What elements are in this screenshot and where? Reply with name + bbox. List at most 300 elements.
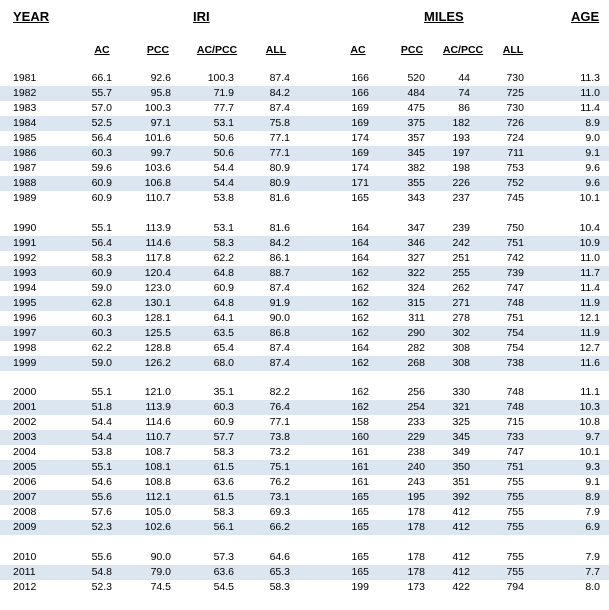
cell-miles-acpcc: 392 — [452, 491, 470, 503]
cell-iri-ac: 54.6 — [91, 476, 112, 488]
cell-miles-acpcc: 239 — [452, 221, 470, 234]
cell-iri-ac: 59.0 — [91, 281, 112, 294]
cell-miles-ac: 161 — [351, 476, 369, 488]
cell-iri-all: 58.3 — [269, 580, 290, 593]
cell-iri-all: 76.2 — [269, 476, 290, 488]
cell-iri-acpcc: 63.5 — [213, 326, 234, 339]
cell-year: 2001 — [13, 401, 37, 413]
cell-iri-acpcc: 57.7 — [213, 431, 234, 443]
cell-iri-acpcc: 65.4 — [213, 341, 234, 354]
cell-iri-all: 84.2 — [269, 87, 290, 99]
cell-age: 11.1 — [580, 386, 600, 398]
cell-iri-pcc: 110.7 — [145, 431, 171, 443]
cell-iri-ac: 57.6 — [91, 506, 112, 518]
cell-miles-ac: 166 — [351, 72, 369, 84]
cell-year: 2003 — [13, 431, 37, 443]
cell-miles-ac: 165 — [351, 491, 369, 503]
cell-miles-acpcc: 74 — [458, 87, 470, 99]
cell-age: 9.6 — [585, 162, 600, 174]
cell-age: 12.7 — [579, 341, 600, 354]
cell-miles-all: 750 — [506, 221, 524, 234]
cell-age: 11.4 — [580, 281, 600, 294]
cell-miles-all: 739 — [506, 266, 524, 279]
cell-miles-ac: 158 — [351, 416, 369, 428]
cell-miles-pcc: 357 — [407, 132, 425, 144]
cell-year: 2009 — [13, 521, 37, 533]
cell-iri-all: 87.4 — [269, 281, 290, 294]
cell-age: 7.9 — [585, 550, 600, 563]
subheader-miles-ac: AC — [350, 44, 366, 56]
cell-iri-pcc: 120.4 — [144, 266, 171, 279]
table-row — [0, 460, 609, 475]
cell-age: 11.9 — [580, 326, 600, 339]
cell-miles-ac: 162 — [351, 386, 369, 398]
cell-iri-pcc: 102.6 — [144, 521, 171, 533]
cell-miles-acpcc: 278 — [452, 311, 470, 324]
cell-miles-acpcc: 325 — [452, 416, 470, 428]
cell-miles-ac: 165 — [351, 521, 369, 533]
table-row — [0, 146, 609, 161]
cell-miles-pcc: 355 — [407, 177, 425, 189]
table-row — [0, 430, 609, 445]
cell-miles-acpcc: 255 — [452, 266, 470, 279]
cell-year: 2008 — [13, 506, 37, 518]
block-spacer — [0, 371, 609, 386]
cell-iri-pcc: 125.5 — [144, 326, 171, 339]
cell-iri-ac: 55.6 — [91, 550, 112, 563]
cell-miles-pcc: 343 — [407, 192, 425, 204]
cell-miles-all: 754 — [506, 341, 524, 354]
cell-iri-acpcc: 58.3 — [213, 446, 234, 458]
cell-iri-ac: 62.2 — [91, 341, 112, 354]
cell-iri-pcc: 128.1 — [144, 311, 171, 324]
cell-iri-pcc: 105.0 — [144, 506, 171, 518]
cell-miles-acpcc: 308 — [452, 341, 470, 354]
cell-iri-ac: 55.1 — [91, 461, 112, 473]
cell-iri-acpcc: 54.4 — [213, 162, 234, 174]
table-row — [0, 341, 609, 356]
cell-iri-acpcc: 62.2 — [213, 251, 234, 264]
cell-iri-acpcc: 53.8 — [213, 192, 234, 204]
cell-iri-all: 69.3 — [269, 506, 290, 518]
cell-age: 9.0 — [585, 132, 600, 144]
cell-miles-acpcc: 262 — [452, 281, 470, 294]
cell-miles-pcc: 315 — [407, 296, 425, 309]
cell-age: 9.1 — [585, 147, 600, 159]
cell-age: 10.8 — [579, 416, 600, 428]
cell-miles-all: 724 — [506, 132, 524, 144]
cell-iri-ac: 53.8 — [91, 446, 112, 458]
cell-iri-all: 91.9 — [269, 296, 290, 309]
cell-miles-acpcc: 44 — [458, 72, 470, 84]
cell-miles-acpcc: 422 — [452, 580, 470, 593]
cell-age: 7.7 — [585, 565, 600, 578]
cell-iri-pcc: 79.0 — [150, 565, 171, 578]
cell-miles-pcc: 322 — [407, 266, 425, 279]
cell-iri-pcc: 128.8 — [144, 341, 171, 354]
cell-age: 9.1 — [585, 476, 600, 488]
cell-miles-ac: 169 — [351, 102, 369, 114]
cell-iri-all: 77.1 — [269, 416, 290, 428]
cell-age: 11.4 — [580, 102, 600, 114]
cell-iri-ac: 60.9 — [91, 177, 112, 189]
cell-miles-ac: 165 — [351, 550, 369, 563]
cell-miles-ac: 161 — [351, 446, 369, 458]
cell-miles-acpcc: 237 — [452, 192, 470, 204]
table-row — [0, 490, 609, 505]
cell-iri-all: 84.2 — [269, 236, 290, 249]
cell-miles-all: 742 — [506, 251, 524, 264]
cell-iri-ac: 60.3 — [91, 311, 112, 324]
cell-miles-ac: 164 — [351, 236, 369, 249]
cell-miles-all: 755 — [506, 521, 524, 533]
cell-iri-acpcc: 71.9 — [213, 87, 234, 99]
cell-iri-all: 90.0 — [269, 311, 290, 324]
header-year: YEAR — [13, 9, 50, 24]
cell-miles-all: 751 — [506, 311, 524, 324]
cell-year: 2000 — [13, 386, 37, 398]
cell-iri-ac: 51.8 — [91, 401, 112, 413]
cell-iri-acpcc: 60.9 — [213, 416, 234, 428]
cell-age: 6.9 — [585, 521, 600, 533]
subheader-iri-pcc: PCC — [146, 44, 170, 56]
cell-iri-pcc: 117.8 — [145, 251, 171, 264]
cell-miles-pcc: 178 — [407, 550, 425, 563]
cell-iri-all: 64.6 — [269, 550, 290, 563]
cell-iri-ac: 60.9 — [91, 192, 112, 204]
cell-iri-all: 77.1 — [269, 147, 290, 159]
cell-iri-ac: 52.5 — [91, 117, 112, 129]
cell-miles-all: 747 — [506, 446, 524, 458]
cell-miles-ac: 162 — [351, 311, 369, 324]
cell-iri-acpcc: 60.9 — [213, 281, 234, 294]
cell-miles-pcc: 268 — [407, 356, 425, 369]
cell-iri-all: 88.7 — [269, 266, 290, 279]
cell-iri-pcc: 123.0 — [144, 281, 171, 294]
cell-year: 1999 — [13, 356, 37, 369]
cell-miles-pcc: 347 — [407, 221, 425, 234]
cell-iri-acpcc: 35.1 — [213, 386, 234, 398]
cell-iri-ac: 66.1 — [91, 72, 112, 84]
cell-iri-all: 65.3 — [269, 565, 290, 578]
cell-miles-pcc: 382 — [407, 162, 425, 174]
cell-miles-ac: 169 — [351, 147, 369, 159]
cell-iri-pcc: 113.9 — [145, 401, 171, 413]
cell-iri-ac: 59.6 — [91, 162, 112, 174]
table-row — [0, 296, 609, 311]
cell-miles-all: 794 — [506, 580, 524, 593]
cell-miles-acpcc: 197 — [452, 147, 470, 159]
cell-iri-all: 86.1 — [269, 251, 290, 264]
cell-age: 8.9 — [585, 491, 600, 503]
cell-iri-all: 81.6 — [269, 192, 290, 204]
subheader-miles-acpcc: AC/PCC — [442, 44, 484, 56]
cell-miles-pcc: 178 — [407, 521, 425, 533]
cell-miles-all: 711 — [507, 147, 524, 159]
cell-age: 9.3 — [585, 461, 600, 473]
table-row — [0, 161, 609, 176]
cell-iri-ac: 60.3 — [91, 147, 112, 159]
cell-miles-pcc: 327 — [407, 251, 425, 264]
cell-iri-ac: 54.4 — [91, 431, 112, 443]
cell-miles-acpcc: 182 — [452, 117, 470, 129]
cell-miles-pcc: 345 — [407, 147, 425, 159]
cell-age: 11.9 — [580, 296, 600, 309]
cell-miles-ac: 199 — [351, 580, 369, 593]
cell-miles-all: 755 — [506, 491, 524, 503]
cell-iri-pcc: 95.8 — [150, 87, 171, 99]
table-row — [0, 116, 609, 131]
cell-miles-all: 747 — [506, 281, 524, 294]
table-row — [0, 251, 609, 266]
subheader-iri-all: ALL — [265, 44, 287, 56]
cell-miles-all: 753 — [506, 162, 524, 174]
cell-iri-all: 80.9 — [269, 162, 290, 174]
cell-iri-pcc: 108.7 — [144, 446, 171, 458]
cell-age: 8.0 — [585, 580, 600, 593]
cell-iri-ac: 58.3 — [91, 251, 112, 264]
cell-iri-acpcc: 100.3 — [207, 72, 234, 84]
cell-miles-pcc: 243 — [407, 476, 425, 488]
header-miles: MILES — [424, 9, 464, 24]
table-row — [0, 356, 609, 371]
cell-year: 1997 — [13, 326, 37, 339]
table-row — [0, 445, 609, 460]
cell-miles-all: 752 — [506, 177, 524, 189]
cell-iri-acpcc: 77.7 — [213, 102, 234, 114]
cell-miles-all: 748 — [506, 386, 524, 398]
cell-iri-acpcc: 64.1 — [213, 311, 234, 324]
cell-miles-acpcc: 226 — [452, 177, 470, 189]
cell-miles-pcc: 346 — [407, 236, 425, 249]
table-row — [0, 191, 609, 206]
table-row — [0, 281, 609, 296]
cell-age: 10.4 — [579, 221, 600, 234]
cell-year: 1986 — [13, 147, 37, 159]
cell-iri-all: 87.4 — [269, 341, 290, 354]
block-spacer — [0, 535, 609, 550]
cell-year: 1993 — [13, 266, 37, 279]
cell-iri-acpcc: 58.3 — [213, 506, 234, 518]
cell-iri-pcc: 108.1 — [144, 461, 171, 473]
cell-iri-all: 87.4 — [269, 72, 290, 84]
cell-iri-pcc: 126.2 — [144, 356, 171, 369]
cell-iri-pcc: 121.0 — [144, 386, 171, 398]
cell-year: 1996 — [13, 311, 37, 324]
cell-year: 1994 — [13, 281, 37, 294]
cell-iri-all: 77.1 — [269, 132, 290, 144]
cell-miles-all: 751 — [506, 461, 524, 473]
block-spacer — [0, 206, 609, 221]
cell-iri-acpcc: 50.6 — [213, 147, 234, 159]
cell-miles-acpcc: 412 — [452, 550, 470, 563]
table-row — [0, 221, 609, 236]
cell-iri-pcc: 74.5 — [150, 580, 171, 593]
header-iri: IRI — [193, 9, 210, 24]
cell-miles-ac: 165 — [351, 506, 369, 518]
cell-iri-pcc: 103.6 — [144, 162, 171, 174]
cell-age: 11.3 — [580, 72, 600, 84]
cell-age: 11.7 — [580, 266, 600, 279]
cell-iri-ac: 60.9 — [91, 266, 112, 279]
cell-miles-acpcc: 193 — [452, 132, 470, 144]
cell-year: 2012 — [13, 580, 37, 593]
cell-iri-all: 87.4 — [269, 356, 290, 369]
cell-miles-acpcc: 308 — [452, 356, 470, 369]
table-row — [0, 475, 609, 490]
cell-iri-pcc: 130.1 — [144, 296, 171, 309]
cell-iri-all: 66.2 — [269, 521, 290, 533]
cell-iri-ac: 56.4 — [91, 132, 112, 144]
table-row — [0, 520, 609, 535]
cell-year: 1981 — [13, 72, 37, 84]
cell-iri-acpcc: 61.5 — [213, 461, 234, 473]
cell-year: 2007 — [13, 491, 37, 503]
cell-iri-acpcc: 68.0 — [213, 356, 234, 369]
header-age: AGE — [571, 9, 600, 24]
cell-miles-pcc: 256 — [407, 386, 425, 398]
cell-iri-all: 73.2 — [269, 446, 290, 458]
cell-miles-all: 755 — [506, 506, 524, 518]
cell-year: 1998 — [13, 341, 37, 354]
cell-year: 1982 — [13, 87, 37, 99]
cell-iri-ac: 62.8 — [91, 296, 112, 309]
cell-iri-all: 73.1 — [269, 491, 290, 503]
cell-iri-ac: 52.3 — [91, 521, 112, 533]
cell-year: 1985 — [13, 132, 37, 144]
cell-year: 1984 — [13, 117, 37, 129]
cell-miles-acpcc: 412 — [452, 521, 470, 533]
cell-miles-ac: 165 — [351, 565, 369, 578]
cell-miles-acpcc: 345 — [452, 431, 470, 443]
cell-miles-pcc: 311 — [408, 311, 425, 324]
cell-miles-ac: 164 — [351, 221, 369, 234]
cell-miles-pcc: 484 — [407, 87, 425, 99]
cell-miles-acpcc: 271 — [452, 296, 470, 309]
table-row — [0, 71, 609, 86]
subheader-miles-all: ALL — [502, 44, 524, 56]
cell-iri-ac: 55.6 — [91, 491, 112, 503]
cell-miles-all: 745 — [506, 192, 524, 204]
cell-iri-acpcc: 53.1 — [213, 221, 234, 234]
cell-miles-pcc: 229 — [407, 431, 425, 443]
cell-iri-acpcc: 61.5 — [213, 491, 234, 503]
cell-iri-pcc: 97.1 — [150, 117, 171, 129]
cell-iri-ac: 55.1 — [91, 386, 112, 398]
cell-miles-pcc: 195 — [407, 491, 425, 503]
cell-iri-acpcc: 56.1 — [213, 521, 234, 533]
table-row — [0, 550, 609, 565]
cell-iri-all: 75.1 — [269, 461, 290, 473]
cell-miles-all: 726 — [506, 117, 524, 129]
cell-year: 2002 — [13, 416, 37, 428]
cell-year: 2011 — [13, 565, 36, 578]
cell-iri-pcc: 99.7 — [150, 147, 171, 159]
cell-iri-acpcc: 63.6 — [213, 476, 234, 488]
cell-iri-pcc: 90.0 — [150, 550, 171, 563]
cell-miles-pcc: 290 — [407, 326, 425, 339]
cell-miles-ac: 161 — [351, 461, 369, 473]
subheader-iri-acpcc: AC/PCC — [196, 44, 238, 56]
cell-miles-pcc: 282 — [407, 341, 425, 354]
table-row — [0, 131, 609, 146]
cell-miles-pcc: 233 — [407, 416, 425, 428]
cell-year: 2010 — [13, 550, 37, 563]
cell-miles-acpcc: 349 — [452, 446, 470, 458]
cell-miles-ac: 162 — [351, 401, 369, 413]
cell-iri-pcc: 108.8 — [144, 476, 171, 488]
cell-iri-acpcc: 64.8 — [213, 266, 234, 279]
cell-iri-acpcc: 58.3 — [213, 236, 234, 249]
table-row — [0, 236, 609, 251]
cell-year: 2004 — [13, 446, 37, 458]
cell-miles-all: 751 — [506, 236, 524, 249]
cell-year: 1992 — [13, 251, 37, 264]
cell-iri-all: 75.8 — [269, 117, 290, 129]
cell-miles-ac: 162 — [351, 356, 369, 369]
cell-iri-pcc: 110.7 — [145, 192, 171, 204]
cell-miles-pcc: 238 — [407, 446, 425, 458]
cell-miles-all: 755 — [506, 550, 524, 563]
cell-iri-ac: 55.1 — [91, 221, 112, 234]
table-row — [0, 580, 609, 595]
cell-year: 1988 — [13, 177, 37, 189]
cell-age: 8.9 — [585, 117, 600, 129]
cell-miles-acpcc: 251 — [452, 251, 470, 264]
cell-miles-all: 725 — [506, 87, 524, 99]
cell-miles-pcc: 475 — [407, 102, 425, 114]
cell-iri-acpcc: 50.6 — [213, 132, 234, 144]
cell-iri-all: 81.6 — [269, 221, 290, 234]
table-row — [0, 565, 609, 580]
cell-miles-all: 730 — [506, 72, 524, 84]
cell-year: 2006 — [13, 476, 37, 488]
cell-miles-all: 755 — [506, 565, 524, 578]
cell-iri-all: 76.4 — [269, 401, 290, 413]
cell-miles-all: 754 — [506, 326, 524, 339]
cell-year: 1987 — [13, 162, 37, 174]
cell-iri-all: 73.8 — [269, 431, 290, 443]
cell-year: 1989 — [13, 192, 37, 204]
cell-iri-ac: 54.4 — [91, 416, 112, 428]
cell-miles-ac: 174 — [351, 162, 369, 174]
cell-year: 1990 — [13, 221, 37, 234]
cell-miles-pcc: 254 — [407, 401, 425, 413]
cell-iri-pcc: 92.6 — [150, 72, 171, 84]
cell-year: 1983 — [13, 102, 37, 114]
cell-miles-acpcc: 351 — [452, 476, 470, 488]
cell-miles-all: 730 — [506, 102, 524, 114]
cell-iri-ac: 56.4 — [91, 236, 112, 249]
cell-miles-acpcc: 302 — [452, 326, 470, 339]
cell-miles-pcc: 240 — [407, 461, 425, 473]
cell-miles-all: 748 — [506, 401, 524, 413]
cell-miles-ac: 162 — [351, 326, 369, 339]
cell-iri-all: 87.4 — [269, 102, 290, 114]
cell-iri-ac: 54.8 — [91, 565, 112, 578]
cell-iri-ac: 60.3 — [91, 326, 112, 339]
table-row — [0, 326, 609, 341]
cell-iri-ac: 59.0 — [91, 356, 112, 369]
cell-miles-ac: 162 — [351, 266, 369, 279]
cell-miles-ac: 164 — [351, 251, 369, 264]
cell-miles-all: 755 — [506, 476, 524, 488]
cell-iri-acpcc: 57.3 — [213, 550, 234, 563]
cell-age: 11.0 — [580, 87, 600, 99]
cell-miles-pcc: 375 — [407, 117, 425, 129]
cell-iri-pcc: 113.9 — [145, 221, 171, 234]
cell-iri-pcc: 106.8 — [144, 177, 171, 189]
